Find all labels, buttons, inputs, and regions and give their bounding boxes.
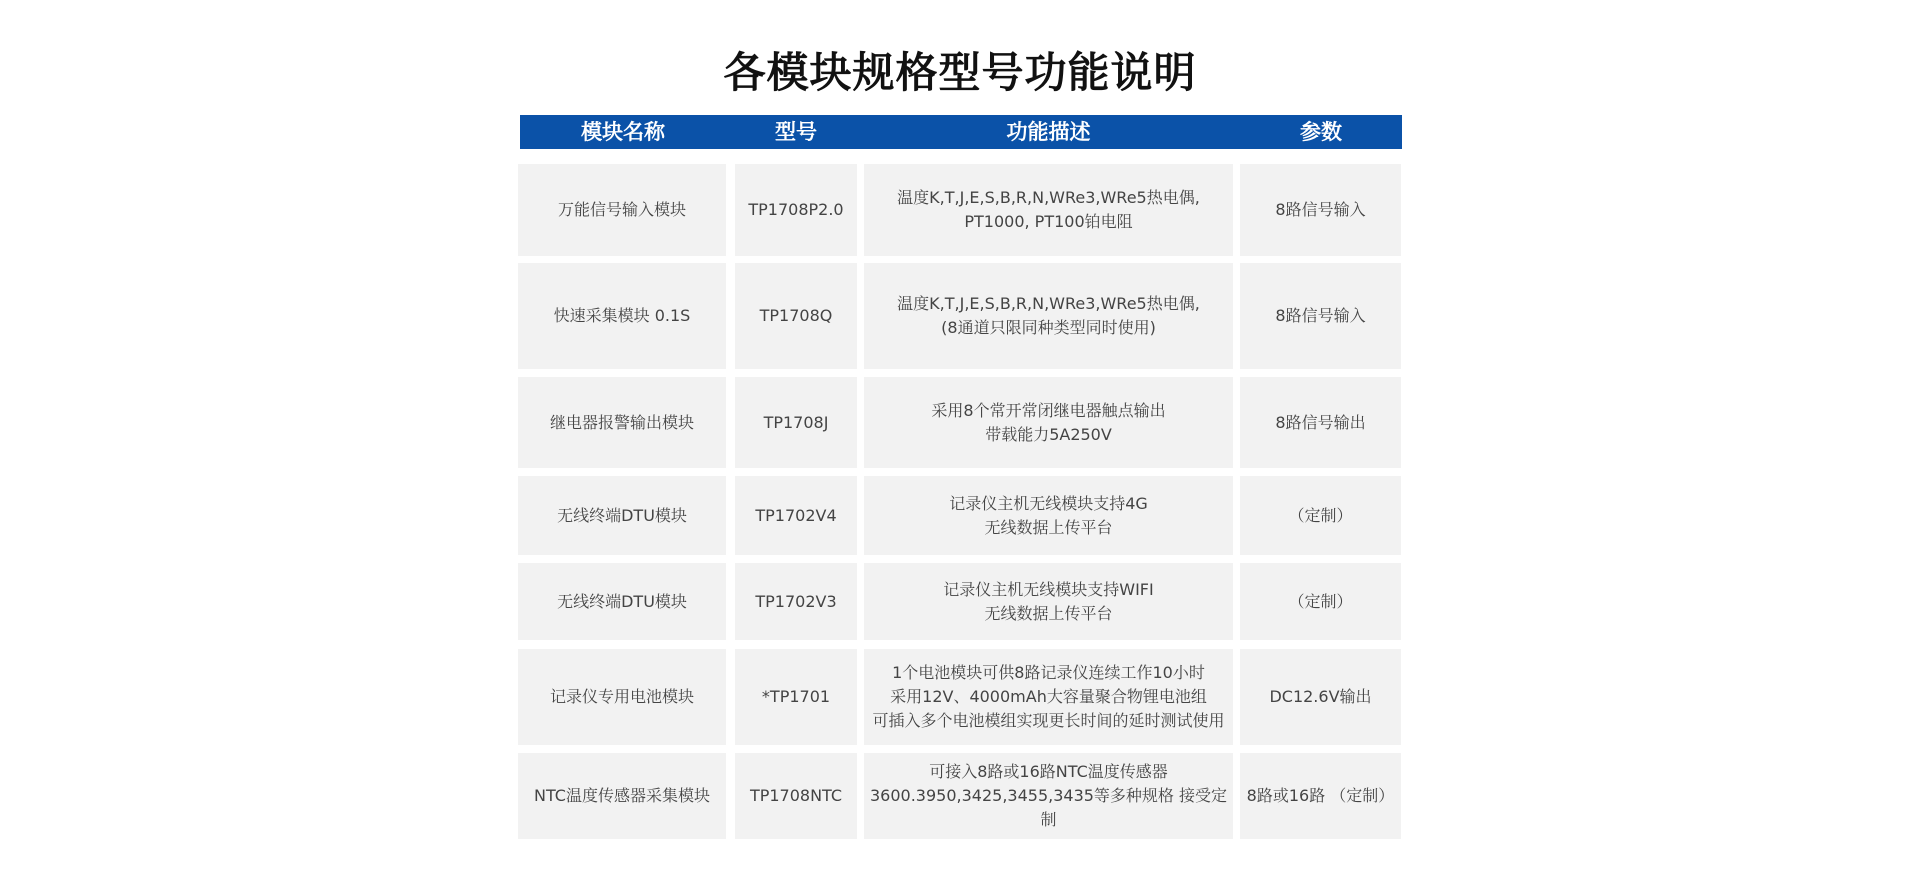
desc-line: 记录仪主机无线模块支持WIFI bbox=[943, 579, 1154, 599]
header-model: 型号 bbox=[775, 120, 817, 144]
desc-line: 无线数据上传平台 bbox=[984, 517, 1113, 537]
cell-desc bbox=[864, 649, 1233, 745]
header-description: 功能描述 bbox=[1006, 120, 1091, 144]
cell-param: 8路信号输入 bbox=[1240, 263, 1401, 369]
cell-model: TP1702V3 bbox=[735, 563, 857, 640]
cell-desc bbox=[864, 753, 1233, 839]
cell-model: TP1708P2.0 bbox=[735, 164, 857, 256]
cell-param: 8路信号输出 bbox=[1240, 377, 1401, 468]
page-title: 各模块规格型号功能说明 bbox=[723, 48, 1197, 97]
cell-name: NTC温度传感器采集模块 bbox=[518, 753, 726, 839]
cell-model: *TP1701 bbox=[735, 649, 857, 745]
desc-line: 温度K,T,J,E,S,B,R,N,WRe3,WRe5热电偶, bbox=[897, 188, 1200, 207]
desc-line: (8通道只限同种类型同时使用) bbox=[941, 318, 1156, 337]
header-module-name: 模块名称 bbox=[581, 120, 665, 144]
desc-line: 3600.3950,3425,3455,3435等多种规格 接受定制 bbox=[869, 786, 1228, 829]
cell-name: 记录仪专用电池模块 bbox=[518, 649, 726, 745]
cell-desc bbox=[864, 263, 1233, 369]
desc-line: 采用8个常开常闭继电器触点输出 bbox=[931, 400, 1166, 420]
cell-model: TP1708J bbox=[735, 377, 857, 468]
cell-desc bbox=[864, 164, 1233, 256]
table-header bbox=[520, 115, 1402, 149]
cell-name: 万能信号输入模块 bbox=[518, 164, 726, 256]
header-params: 参数 bbox=[1300, 120, 1342, 144]
cell-param: DC12.6V输出 bbox=[1240, 649, 1401, 745]
desc-line: 温度K,T,J,E,S,B,R,N,WRe3,WRe5热电偶, bbox=[897, 294, 1200, 313]
cell-name: 无线终端DTU模块 bbox=[518, 476, 726, 555]
cell-param: （定制） bbox=[1240, 563, 1401, 640]
cell-param: 8路或16路 （定制） bbox=[1240, 753, 1401, 839]
cell-desc bbox=[864, 476, 1233, 555]
desc-line: 无线数据上传平台 bbox=[984, 603, 1113, 623]
cell-name: 快速采集模块 0.1S bbox=[518, 263, 726, 369]
desc-line: 记录仪主机无线模块支持4G bbox=[949, 493, 1148, 513]
cell-model: TP1708Q bbox=[735, 263, 857, 369]
desc-line: 采用12V、4000mAh大容量聚合物锂电池组 bbox=[890, 687, 1207, 706]
desc-line: 可接入8路或16路NTC温度传感器 bbox=[929, 762, 1168, 781]
cell-param: 8路信号输入 bbox=[1240, 164, 1401, 256]
cell-model: TP1708NTC bbox=[735, 753, 857, 839]
desc-line: 可插入多个电池模组实现更长时间的延时测试使用 bbox=[872, 711, 1225, 730]
cell-param: （定制） bbox=[1240, 476, 1401, 555]
cell-name: 继电器报警输出模块 bbox=[518, 377, 726, 468]
cell-name: 无线终端DTU模块 bbox=[518, 563, 726, 640]
cell-desc bbox=[864, 377, 1233, 468]
cell-desc bbox=[864, 563, 1233, 640]
desc-line: 带载能力5A250V bbox=[985, 424, 1112, 444]
cell-model: TP1702V4 bbox=[735, 476, 857, 555]
desc-line: 1个电池模块可供8路记录仪连续工作10小时 bbox=[892, 663, 1205, 682]
desc-line: PT1000, PT100铂电阻 bbox=[964, 212, 1133, 231]
